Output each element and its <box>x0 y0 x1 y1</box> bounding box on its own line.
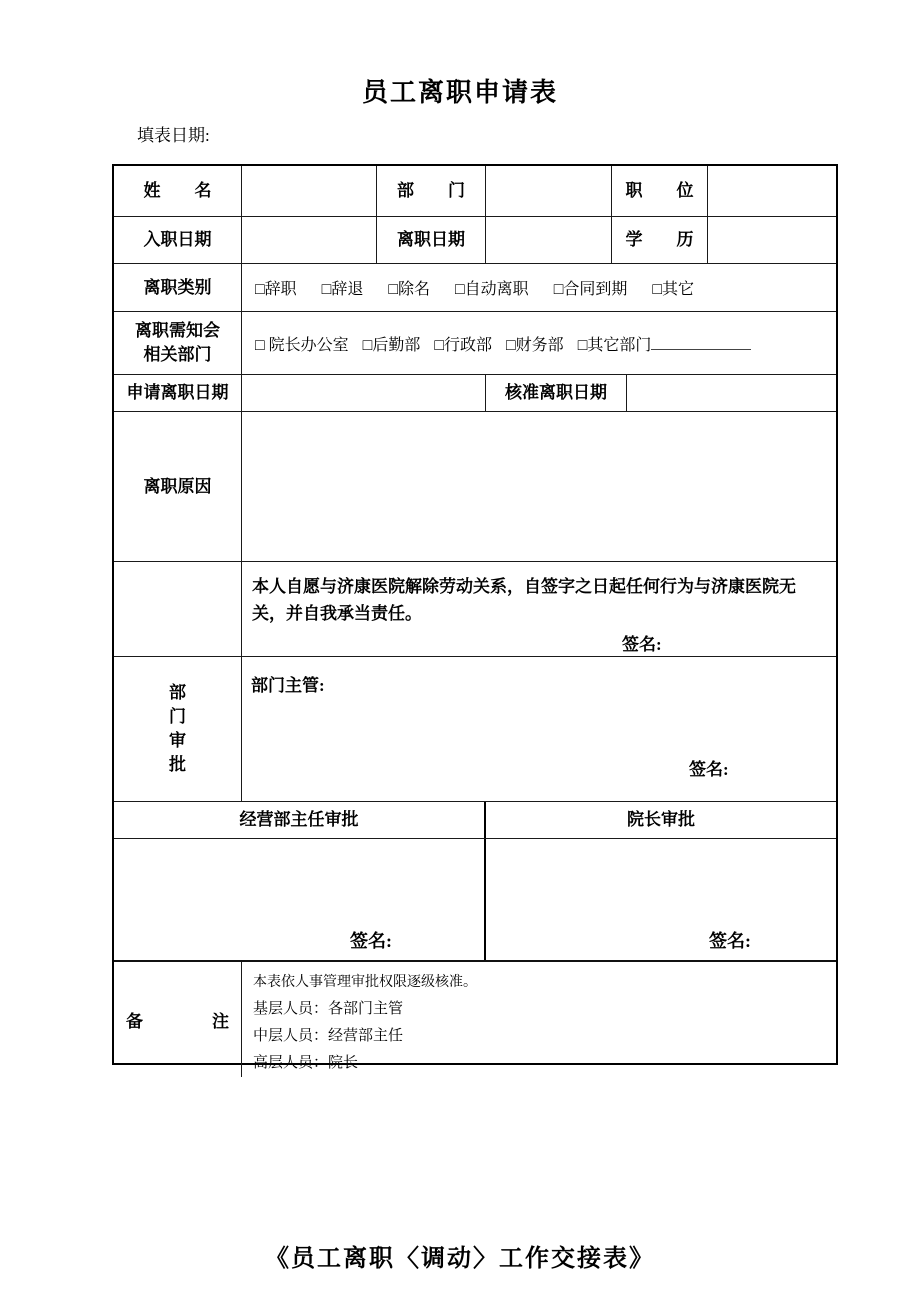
table-row <box>114 264 836 312</box>
director-approval-header: 院长审批 <box>627 810 695 829</box>
checkbox-option-other[interactable]: □其它 <box>652 281 695 298</box>
remark-label-left: 备 <box>126 1012 143 1031</box>
reason-label-cell <box>114 412 242 561</box>
manager-signature-area[interactable] <box>350 927 392 953</box>
notify-options-cell <box>242 312 836 374</box>
checkbox-option-auto-leave[interactable]: □自动离职 <box>455 281 529 298</box>
remark-note-line: 中层人员：经营部主任 <box>253 1028 404 1044</box>
leave-date-label: 离职日期 <box>397 230 465 249</box>
dept-label-cell <box>377 166 486 216</box>
checkbox-option-other-dept[interactable] <box>578 332 752 355</box>
director-approval-box[interactable] <box>486 839 836 960</box>
notify-label-line2: 相关部门 <box>143 345 212 364</box>
remark-label-cell <box>114 962 242 1077</box>
other-dept-label: □其它部门 <box>577 336 652 354</box>
checkbox-option-dismiss[interactable]: □辞退 <box>321 281 364 298</box>
handover-form-reference: 《员工离职〈调动〉工作交接表》 <box>265 1245 655 1272</box>
leave-date-input-cell[interactable] <box>486 217 612 263</box>
dept-sign-label: 签名: <box>689 760 729 779</box>
table-row <box>114 312 836 375</box>
dept-label: 部 门 <box>397 181 465 200</box>
checkbox-option-admin[interactable]: □行政部 <box>434 336 493 354</box>
position-label-cell <box>612 166 708 216</box>
leave-type-options-cell <box>242 264 836 311</box>
supervisor-label: 部门主管: <box>251 676 325 695</box>
apply-date-input-cell[interactable] <box>242 375 486 411</box>
checkbox-option-remove[interactable]: □除名 <box>388 281 431 298</box>
table-row <box>114 962 836 1077</box>
approve-date-label-cell <box>486 375 627 411</box>
remark-note-line: 高层人员：院长 <box>253 1055 359 1071</box>
name-input-cell[interactable] <box>242 166 377 216</box>
leave-type-label-cell <box>114 264 242 311</box>
dept-approval-signature-area[interactable] <box>689 755 729 780</box>
position-label: 职 位 <box>625 181 694 200</box>
hire-date-label-cell <box>114 217 242 263</box>
remark-notes-cell <box>242 962 836 1077</box>
declaration-statement: 本人自愿与济康医院解除劳动关系，自签字之日起任何行为与济康医院无关，并自我承当责任。 <box>252 577 796 623</box>
approve-date-label: 核准离职日期 <box>505 383 607 402</box>
approve-date-input-cell[interactable] <box>627 375 836 411</box>
statement-cell <box>242 562 836 656</box>
checkbox-option-logistics[interactable]: □后勤部 <box>362 336 421 354</box>
director-signature-area[interactable] <box>709 927 751 953</box>
table-row <box>114 802 836 839</box>
table-row <box>114 412 836 562</box>
checkbox-option-finance[interactable]: □财务部 <box>506 336 564 354</box>
leave-date-label-cell <box>377 217 486 263</box>
education-label: 学 历 <box>625 230 694 249</box>
name-label-cell <box>114 166 242 216</box>
name-label: 姓 名 <box>143 181 212 200</box>
dept-approval-vertical-label: 部门审批 <box>169 683 186 774</box>
director-approval-header-cell <box>486 802 836 838</box>
table-row <box>114 166 836 217</box>
statement-sign-label: 签名: <box>622 635 662 654</box>
apply-date-label-cell <box>114 375 242 411</box>
leave-type-label: 离职类别 <box>143 277 212 297</box>
checkbox-option-resign[interactable]: □辞职 <box>255 281 297 298</box>
dept-approval-content-cell[interactable] <box>242 657 836 801</box>
hire-date-label: 入职日期 <box>143 230 212 249</box>
reason-input-cell[interactable] <box>242 412 836 561</box>
table-row <box>114 657 836 802</box>
checkbox-option-contract-end[interactable]: □合同到期 <box>553 281 628 298</box>
notify-label-line1: 离职需知会 <box>135 321 220 340</box>
education-input-cell[interactable] <box>708 217 836 263</box>
manager-approval-header: 经营部主任审批 <box>239 810 359 829</box>
checkbox-option-director-office[interactable]: □ 院长办公室 <box>255 336 349 354</box>
table-row <box>114 375 836 412</box>
hire-date-input-cell[interactable] <box>242 217 377 263</box>
position-input-cell[interactable] <box>708 166 836 216</box>
resignation-form-table <box>112 164 838 1071</box>
remark-note-line: 基层人员：各部门主管 <box>253 1001 404 1017</box>
apply-date-label: 申请离职日期 <box>126 383 229 402</box>
table-row <box>114 217 836 264</box>
notify-label-cell <box>114 312 242 374</box>
statement-side-cell <box>114 562 242 656</box>
manager-approval-header-cell <box>114 802 486 838</box>
dept-approval-label-cell <box>114 657 242 801</box>
dept-input-cell[interactable] <box>486 166 612 216</box>
fill-date-label: 填表日期: <box>137 126 210 145</box>
page-title: 员工离职申请表 <box>361 77 558 107</box>
remark-note-line: 本表依人事管理审批权限逐级核准。 <box>253 975 477 990</box>
remark-label-right: 注 <box>212 1012 229 1031</box>
table-row <box>114 562 836 657</box>
table-row <box>114 839 836 962</box>
manager-sign-label: 签名: <box>350 931 392 951</box>
education-label-cell <box>612 217 708 263</box>
other-dept-blank-line[interactable] <box>651 334 751 350</box>
director-sign-label: 签名: <box>709 931 751 951</box>
manager-approval-box[interactable] <box>114 839 486 960</box>
reason-label: 离职原因 <box>143 476 212 496</box>
statement-signature-area[interactable] <box>622 630 798 655</box>
